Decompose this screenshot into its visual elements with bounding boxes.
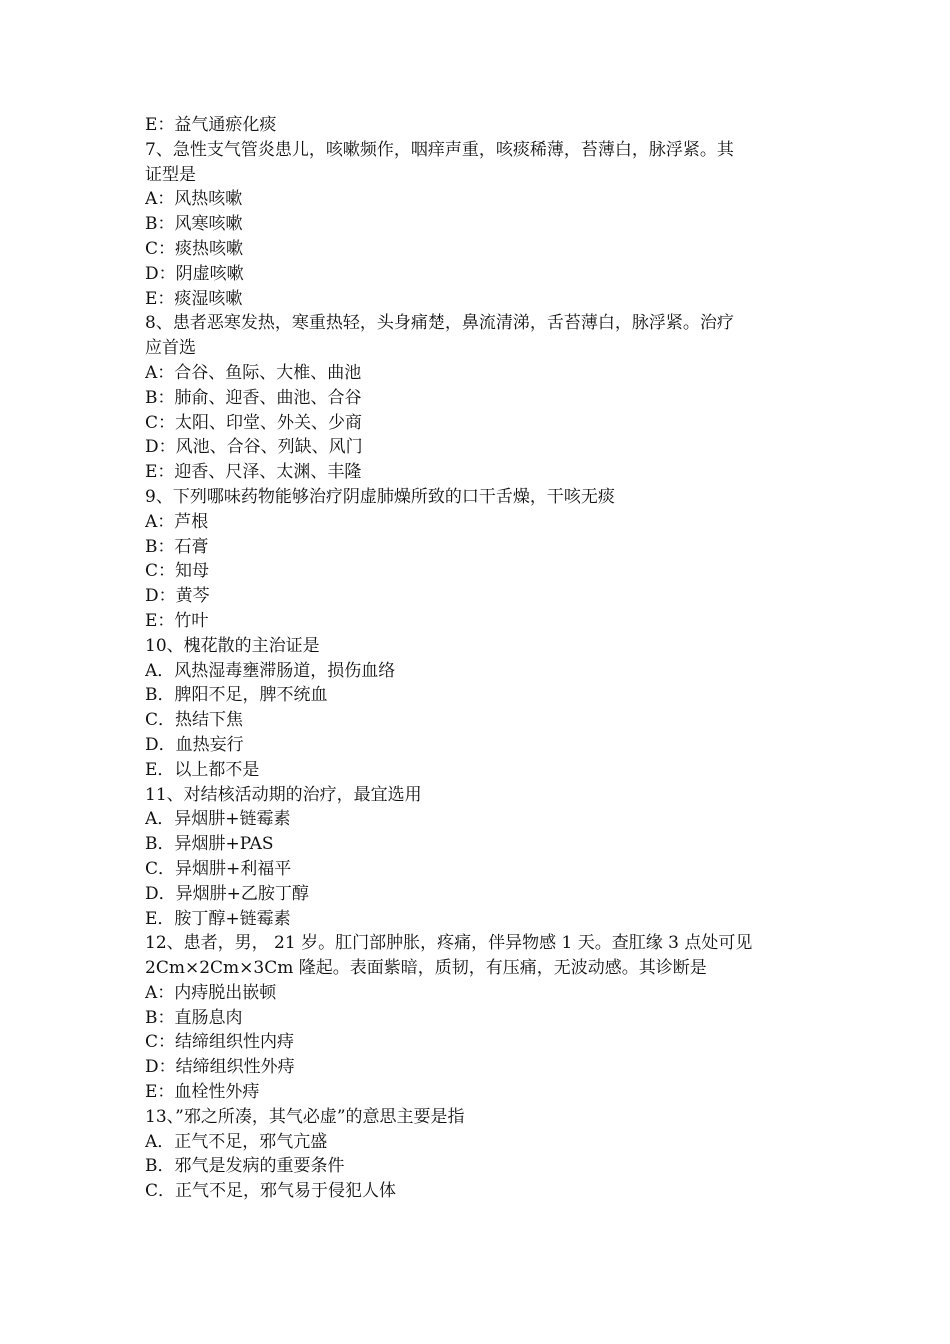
option-line: B．脾阳不足，脾不统血 [145, 685, 328, 706]
option-line: E：益气通瘀化痰 [145, 115, 277, 135]
option-line: A．风热湿毒壅滞肠道，损伤血络 [145, 660, 396, 681]
option-line: C：太阳、印堂、外关、少商 [145, 412, 363, 433]
question-12-line-2: 2Cm×2Cm×3Cm 隆起。表面紫暗，质韧，有压痛，无波动感。其诊断是 [145, 958, 707, 979]
option-line: E：痰湿咳嗽 [145, 288, 243, 309]
option-line: E：血栓性外痔 [145, 1082, 260, 1103]
question-9: 9、下列哪味药物能够治疗阴虚肺燥所致的口干舌燥，干咳无痰 [145, 486, 615, 507]
option-line: D：黄芩 [145, 586, 210, 607]
question-8-line-2: 应首选 [145, 338, 196, 359]
option-line: B：风寒咳嗽 [145, 214, 243, 235]
option-line: A：芦根 [145, 511, 209, 532]
document-body [145, 113, 810, 1204]
question-8-line-1: 8、患者恶寒发热，寒重热轻，头身痛楚，鼻流清涕，舌苔薄白，脉浮紧。治疗 [145, 313, 734, 334]
option-line: C．正气不足，邪气易于侵犯人体 [145, 1181, 397, 1202]
option-line: B：石膏 [145, 536, 209, 557]
question-12-line-1: 12、患者，男， 21 岁。肛门部肿胀，疼痛，伴异物感 1 天。查肛缘 3 点处可见 [145, 933, 753, 954]
question-13: 13、”邪之所凑，其气必虚”的意思主要是指 [145, 1106, 465, 1127]
option-line: D：结缔组织性外痔 [145, 1057, 295, 1078]
option-line: B：直肠息肉 [145, 1007, 243, 1028]
option-line: D．血热妄行 [145, 734, 244, 755]
question-7-line-1: 7、急性支气管炎患儿，咳嗽频作，咽痒声重，咳痰稀薄，苔薄白，脉浮紧。其 [145, 139, 734, 160]
option-line: D：风池、合谷、列缺、风门 [145, 437, 363, 458]
question-7-line-2: 证型是 [145, 164, 196, 185]
option-line: D．异烟肼+乙胺丁醇 [145, 883, 309, 904]
option-line: B．邪气是发病的重要条件 [145, 1156, 345, 1177]
option-line: B：肺俞、迎香、曲池、合谷 [145, 387, 362, 408]
option-line: C：知母 [145, 561, 210, 582]
option-line: C．热结下焦 [145, 710, 244, 731]
option-line: A：内痔脱出嵌顿 [145, 982, 277, 1003]
option-line: A．异烟肼+链霉素 [145, 809, 291, 830]
option-line: D：阴虚咳嗽 [145, 263, 244, 284]
option-line: C．异烟肼+利福平 [145, 858, 292, 879]
option-line: E．胺丁醇+链霉素 [145, 908, 291, 929]
question-10: 10、槐花散的主治证是 [145, 635, 320, 656]
option-line: A：风热咳嗽 [145, 189, 243, 210]
option-line: C：痰热咳嗽 [145, 238, 244, 259]
question-11: 11、对结核活动期的治疗，最宜选用 [145, 784, 422, 805]
option-line: A：合谷、鱼际、大椎、曲池 [145, 362, 362, 383]
option-line: B．异烟肼+PAS [145, 834, 274, 855]
option-line: C：结缔组织性内痔 [145, 1032, 295, 1053]
option-line: E：迎香、尺泽、太渊、丰隆 [145, 462, 362, 483]
option-line: E．以上都不是 [145, 759, 260, 780]
option-line: A．正气不足，邪气亢盛 [145, 1131, 328, 1152]
option-line: E：竹叶 [145, 610, 209, 631]
